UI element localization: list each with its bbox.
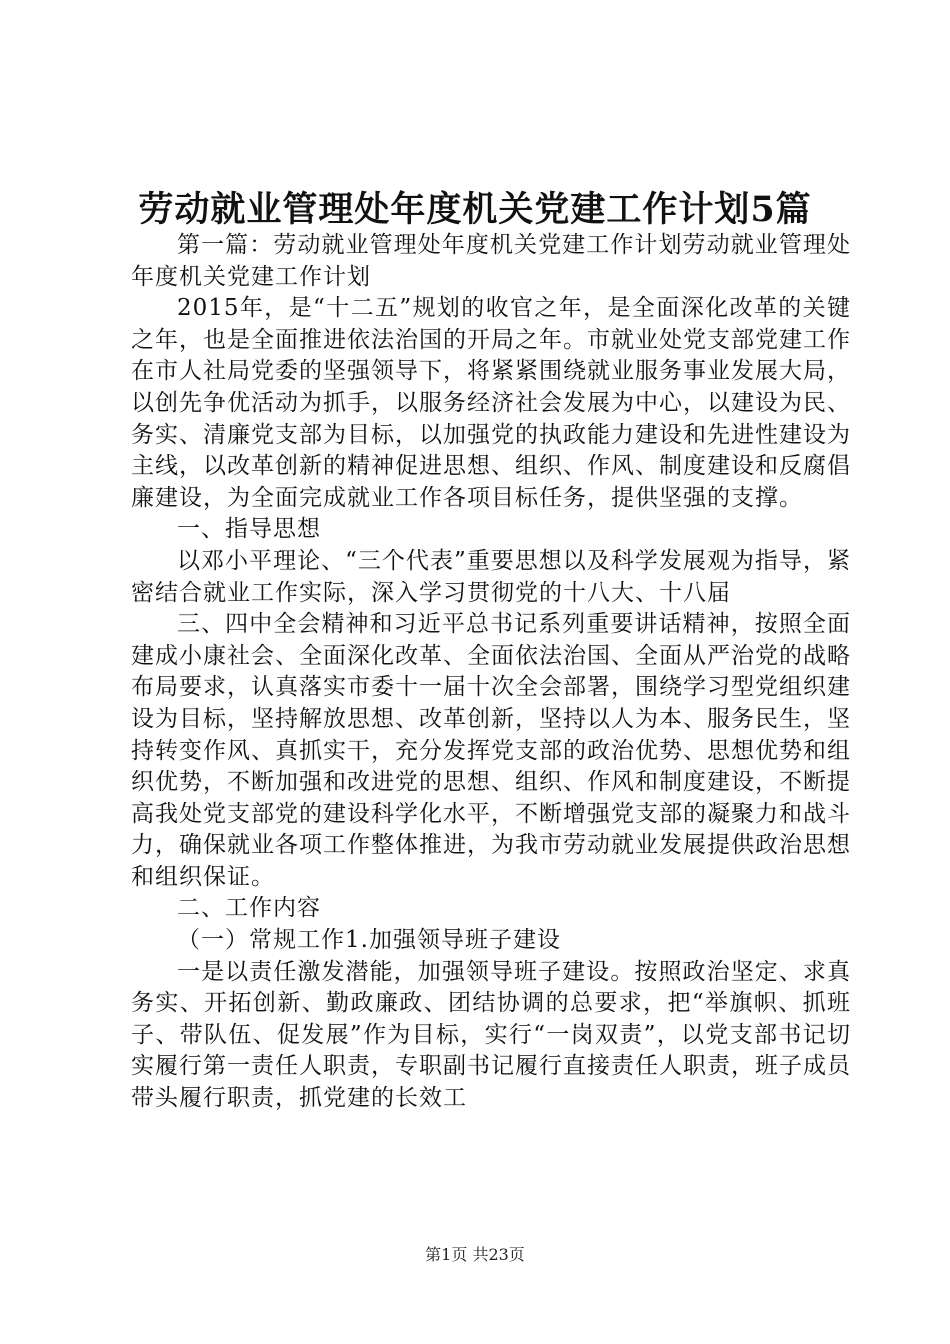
page-number-footer: 第1页 共23页 bbox=[425, 1245, 525, 1264]
paragraph-leadership-building: 一是以责任激发潜能，加强领导班子建设。按照政治坚定、求真务实、开拓创新、勤政廉政、团结协调的总要求，把“举旗帜、抓班子、带队伍、促发展”作为目标，实行“一岗双责”，以党支部书记切实履行第一责任人职责，专职副书记履行直接责任人职责，班子成员带头履行职责，抓党建的长效工 bbox=[131, 958, 851, 1112]
paragraph-plenary-spirit: 三、四中全会精神和习近平总书记系列重要讲话精神，按照全面建成小康社会、全面深化改革、全面依法治国、全面从严治党的战略布局要求，认真落实市委十一届十次全会部署，围绕学习型党组织建设为目标，坚持解放思想、改革创新，坚持以人为本、服务民生，坚持转变作风、真抓实干，充分发挥党支部的政治优势、思想优势和组织优势，不断加强和改进党的思想、组织、作风和制度建设，不断提高我处党支部党的建设科学化水平，不断增强党支部的凝聚力和战斗力，确保就业各项工作整体推进，为我市劳动就业发展提供政治思想和组织保证。 bbox=[131, 611, 851, 890]
section-heading-work-content: 二、工作内容 bbox=[177, 895, 321, 922]
document-body bbox=[131, 230, 851, 1115]
document-title: 劳动就业管理处年度机关党建工作计划5篇 bbox=[138, 189, 812, 230]
paragraph-background: 2015年，是“十二五”规划的收官之年，是全面深化改革的关键之年，也是全面推进依法治国的开局之年。市就业处党支部党建工作在市人社局党委的坚强领导下，将紧紧围绕就业服务事业发展大局，以创先争优活动为抓手，以服务经济社会发展为中心，以建设为民、务实、清廉党支部为目标，以加强党的执政能力建设和先进性建设为主线，以改革创新的精神促进思想、组织、作风、制度建设和反腐倡廉建设，为全面完成就业工作各项目标任务，提供坚强的支撑。 bbox=[131, 295, 851, 511]
paragraph-intro: 第一篇：劳动就业管理处年度机关党建工作计划劳动就业管理处年度机关党建工作计划 bbox=[131, 232, 851, 290]
paragraph-guiding-ideology: 以邓小平理论、“三个代表”重要思想以及科学发展观为指导，紧密结合就业工作实际，深入学习贯彻党的十八大、十八届 bbox=[131, 547, 851, 606]
section-heading-guiding-ideology: 一、指导思想 bbox=[177, 516, 321, 543]
subsection-heading-routine-work: （一）常规工作1.加强领导班子建设 bbox=[177, 927, 561, 954]
